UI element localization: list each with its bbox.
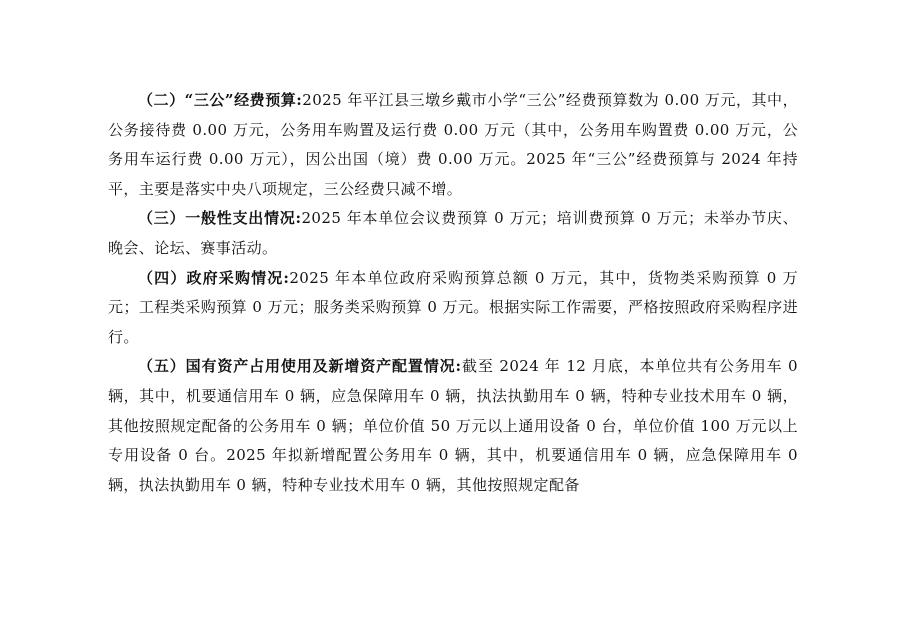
document-body — [108, 86, 798, 500]
paragraph-government-procurement — [108, 264, 798, 353]
paragraph-three-public-expenses — [108, 86, 798, 204]
paragraph-general-expenditure — [108, 204, 798, 263]
paragraph-text: 2025 年平江县三墩乡戴市小学“三公”经费预算数为 0.00 万元，其中，公务接待费 0.00 万元，公务用车购置及运行费 0.00 万元（其中，公务用车购置费 0.00 万元，公务用车运行费 0.00 万元），因公出国（境）费 0.00 万元。2025 年“三公”经费预算与 2024 年持平，主要是落实中央八项规定，三公经费只减不增。 — [108, 91, 798, 198]
paragraph-heading: （五）国有资产占用使用及新增资产配置情况: — [138, 357, 462, 376]
paragraph-text: 2025 年本单位会议费预算 0 万元；培训费预算 0 万元；未举办节庆、晚会、论坛、赛事活动。 — [108, 209, 798, 257]
paragraph-text: 截至 2024 年 12 月底，本单位共有公务用车 0 辆，其中，机要通信用车 0 辆，应急保障用车 0 辆，执法执勤用车 0 辆，特种专业技术用车 0 辆，其他按照规定配备的公务用车 0 辆；单位价值 50 万元以上通用设备 0 台，单位价值 100 万元以上专用设备 0 台。2025 年拟新增配置公务用车 0 辆，其中，机要通信用车 0 辆，应急保障用车 0 辆，执法执勤用车 0 辆，特种专业技术用车 0 辆，其他按照规定配备 — [108, 357, 798, 494]
paragraph-heading: （四）政府采购情况: — [138, 268, 290, 287]
paragraph-heading: （二）“三公”经费预算: — [138, 91, 303, 109]
paragraph-state-assets — [108, 352, 798, 500]
paragraph-heading: （三）一般性支出情况: — [138, 209, 302, 228]
paragraph-text: 2025 年本单位政府采购预算总额 0 万元，其中，货物类采购预算 0 万元；工程类采购预算 0 万元；服务类采购预算 0 万元。根据实际工作需要，严格按照政府采购程序进行。 — [108, 268, 798, 346]
